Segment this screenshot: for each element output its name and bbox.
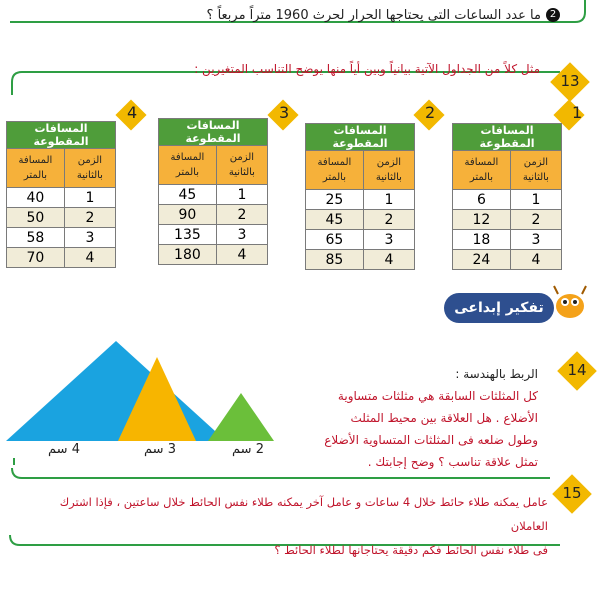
cell: 2 bbox=[216, 205, 267, 225]
col-header-time: الزمن بالثانية bbox=[64, 149, 115, 188]
q14-text bbox=[324, 363, 538, 473]
table-title: المسافات المقطوعة bbox=[453, 124, 562, 151]
cell: 2 bbox=[64, 208, 115, 228]
table-2 bbox=[305, 123, 415, 270]
table1-label: 1 bbox=[572, 103, 583, 122]
q13-text: مثل كلاً من الجداول الآتية بيانياً وبين أياً منها يوضح التناسب المتغيرين : bbox=[194, 62, 540, 76]
triangle-large-label: 4 سم bbox=[48, 442, 80, 457]
cell: 65 bbox=[306, 230, 364, 250]
cell: 85 bbox=[306, 250, 364, 270]
cell: 4 bbox=[363, 250, 414, 270]
table-3 bbox=[158, 118, 268, 265]
cell: 1 bbox=[363, 190, 414, 210]
cell: 90 bbox=[159, 205, 217, 225]
q14-line: تمثل علاقة تناسب ؟ وضح إجابتك . bbox=[367, 455, 538, 469]
cell: 2 bbox=[510, 210, 561, 230]
creative-thinking-banner: تفكير إبداعى bbox=[444, 293, 554, 323]
table-title: المسافات المقطوعة bbox=[7, 122, 116, 149]
col-header-distance: المسافة بالمتر bbox=[159, 146, 217, 185]
cell: 70 bbox=[7, 248, 65, 268]
bullet-number: 2 bbox=[546, 8, 560, 22]
col-header-time: الزمن بالثانية bbox=[510, 151, 561, 190]
table-4 bbox=[6, 121, 116, 268]
col-header-distance: المسافة بالمتر bbox=[453, 151, 511, 190]
cell: 6 bbox=[453, 190, 511, 210]
cell: 50 bbox=[7, 208, 65, 228]
top-question-text: ما عدد الساعات التى يحتاجها الحرار لحرث 1960 متراً مربعاً ؟ bbox=[206, 8, 541, 23]
top-question bbox=[207, 4, 560, 23]
q14-line: الأضلاع . هل العلاقة بين محيط المثلث bbox=[350, 411, 538, 425]
q15-line: عامل يمكنه طلاء حائط خلال 4 ساعات و عامل آخر يمكنه طلاء نفس الحائط خلال ساعتين ، فإذا اشترك العاملان bbox=[59, 495, 548, 533]
cell: 58 bbox=[7, 228, 65, 248]
cell: 12 bbox=[453, 210, 511, 230]
cell: 4 bbox=[64, 248, 115, 268]
cell: 4 bbox=[510, 250, 561, 270]
cell: 3 bbox=[363, 230, 414, 250]
col-header-distance: المسافة بالمتر bbox=[306, 151, 364, 190]
cell: 3 bbox=[216, 225, 267, 245]
q14-number: 14 bbox=[567, 361, 587, 379]
cell: 1 bbox=[510, 190, 561, 210]
col-header-time: الزمن بالثانية bbox=[216, 146, 267, 185]
mascot-icon bbox=[548, 284, 590, 324]
cell: 25 bbox=[306, 190, 364, 210]
q15-text bbox=[38, 490, 548, 562]
cell: 3 bbox=[510, 230, 561, 250]
cell: 4 bbox=[216, 245, 267, 265]
q15-line: فى طلاء نفس الحائط فكم دقيقة يحتاجانها لطلاء الحائط ؟ bbox=[274, 543, 548, 557]
q13-number: 13 bbox=[560, 72, 580, 90]
cell: 40 bbox=[7, 188, 65, 208]
q14-line: وطول ضلعه فى المثلثات المتساوية الأضلاع bbox=[324, 433, 538, 447]
cell: 135 bbox=[159, 225, 217, 245]
q15-number: 15 bbox=[562, 484, 582, 502]
triangle-medium-label: 3 سم bbox=[144, 442, 176, 457]
col-header-time: الزمن بالثانية bbox=[363, 151, 414, 190]
q14-heading: الربط بالهندسة : bbox=[455, 367, 538, 381]
triangle-small-label: 2 سم bbox=[232, 442, 264, 457]
cell: 18 bbox=[453, 230, 511, 250]
cell: 45 bbox=[306, 210, 364, 230]
cell: 1 bbox=[216, 185, 267, 205]
table-title: المسافات المقطوعة bbox=[306, 124, 415, 151]
cell: 180 bbox=[159, 245, 217, 265]
cell: 24 bbox=[453, 250, 511, 270]
table2-label: 2 bbox=[425, 103, 436, 122]
table-title: المسافات المقطوعة bbox=[159, 119, 268, 146]
cell: 1 bbox=[64, 188, 115, 208]
table-1 bbox=[452, 123, 562, 270]
col-header-distance: المسافة بالمتر bbox=[7, 149, 65, 188]
q14-line: كل المثلثات السابقة هي مثلثات متساوية bbox=[337, 389, 538, 403]
cell: 2 bbox=[363, 210, 414, 230]
table4-label: 4 bbox=[127, 103, 138, 122]
triangle-small bbox=[208, 393, 274, 441]
triangle-large bbox=[6, 341, 226, 441]
cell: 3 bbox=[64, 228, 115, 248]
table3-label: 3 bbox=[279, 103, 290, 122]
cell: 45 bbox=[159, 185, 217, 205]
